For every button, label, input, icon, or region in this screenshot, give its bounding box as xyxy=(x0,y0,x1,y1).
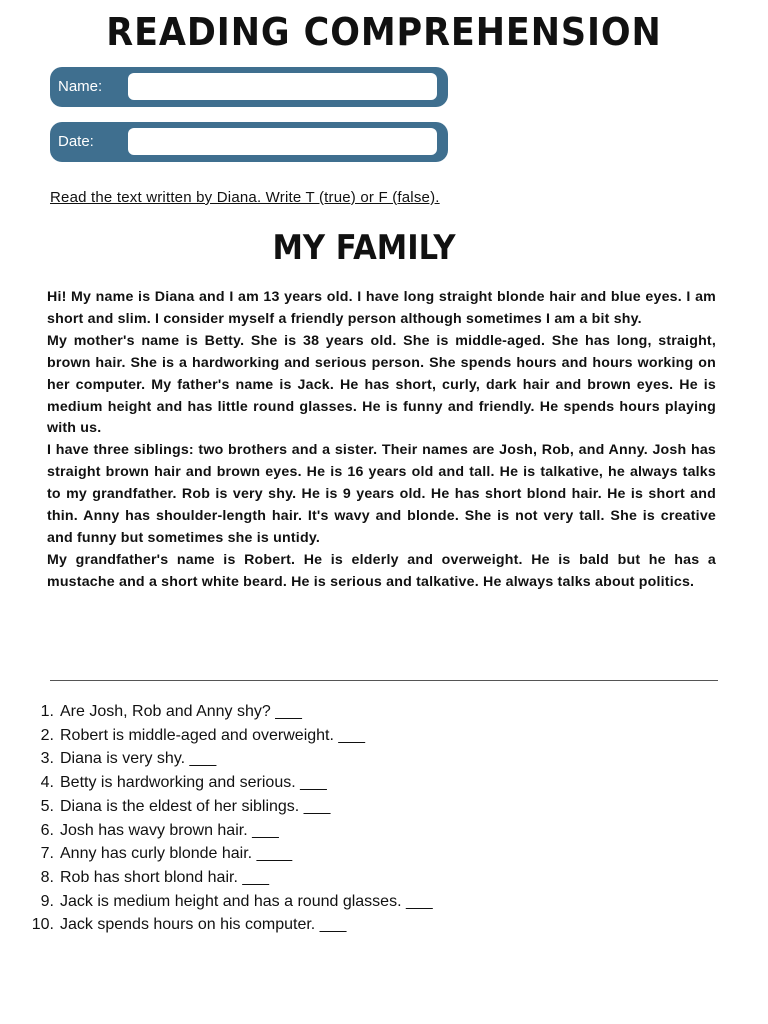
question-number: 5. xyxy=(40,797,54,815)
date-label: Date: xyxy=(58,133,94,150)
question-item xyxy=(30,913,730,937)
story-paragraph: My grandfather's name is Robert. He is elderly and overweight. He is bald but he has a mustache and a short white beard. He is serious and talkative. He always talks about politics. xyxy=(47,551,716,590)
question-item xyxy=(30,724,730,748)
question-text: Anny has curly blonde hair. ____ xyxy=(60,845,293,863)
question-text: Jack is medium height and has a round glasses. ___ xyxy=(60,892,433,910)
story-paragraph: I have three siblings: two brothers and a sister. Their names are Josh, Rob, and Anny. Josh has straight brown hair and brown eyes. He is 16 years old and tall. He is talkative, he always talks to my grandfather. Rob is very shy. He is 9 years old. He has short blond hair. He is short and thin. Anny has shoulder-length hair. It's wavy and blonde. She is not very tall. She is creative and funny but sometimes she is untidy. xyxy=(47,442,716,546)
instruction-text: Read the text written by Diana. Write T (true) or F (false). xyxy=(50,189,440,206)
date-input[interactable] xyxy=(128,128,437,155)
question-text: Diana is the eldest of her siblings. ___ xyxy=(60,797,331,815)
question-number: 6. xyxy=(40,821,54,839)
question-number: 9. xyxy=(40,892,54,910)
question-text: Diana is very shy. ___ xyxy=(60,750,217,768)
question-text: Rob has short blond hair. ___ xyxy=(60,868,270,886)
question-text: Are Josh, Rob and Anny shy? ___ xyxy=(60,703,302,720)
question-number: 3. xyxy=(40,750,54,768)
name-field-group xyxy=(50,67,448,107)
question-item xyxy=(30,771,730,795)
story-paragraph: Hi! My name is Diana and I am 13 years old. I have long straight blonde hair and blue eyes. I am short and slim. I consider myself a friendly person although sometimes I am a bit shy. xyxy=(47,289,716,327)
question-item xyxy=(30,842,730,866)
worksheet-title: READING COMPREHENSION xyxy=(106,10,662,54)
question-text: Josh has wavy brown hair. ___ xyxy=(60,821,279,839)
question-number: 8. xyxy=(40,868,54,886)
story-paragraph: My mother's name is Betty. She is 38 years old. She is middle-aged. She has long, straight, brown hair. She is a hardworking and serious person. She spends hours and hours working on her computer. My father's name is Jack. He has short, curly, dark hair and brown eyes. He is medium height and has little round glasses. He is funny and friendly. He spends hours playing with us. xyxy=(47,332,716,437)
question-item xyxy=(30,890,730,914)
story-text xyxy=(47,287,716,594)
question-item xyxy=(30,700,730,724)
question-number: 10. xyxy=(31,916,54,934)
name-input[interactable] xyxy=(128,73,437,100)
question-item xyxy=(30,747,730,771)
question-number: 2. xyxy=(40,726,54,744)
divider-line xyxy=(50,680,718,681)
question-text: Betty is hardworking and serious. ___ xyxy=(60,774,327,792)
question-item xyxy=(30,795,730,819)
date-field-group xyxy=(50,122,448,162)
question-number: 1. xyxy=(40,703,54,720)
name-label: Name: xyxy=(58,78,103,95)
question-number: 7. xyxy=(40,845,54,863)
question-item xyxy=(30,819,730,843)
question-text: Robert is middle-aged and overweight. ___ xyxy=(60,726,366,744)
question-list xyxy=(30,700,730,937)
question-text: Jack spends hours on his computer. ___ xyxy=(60,916,347,934)
question-number: 4. xyxy=(40,774,54,792)
question-item xyxy=(30,866,730,890)
story-title: MY FAMILY xyxy=(272,228,456,268)
